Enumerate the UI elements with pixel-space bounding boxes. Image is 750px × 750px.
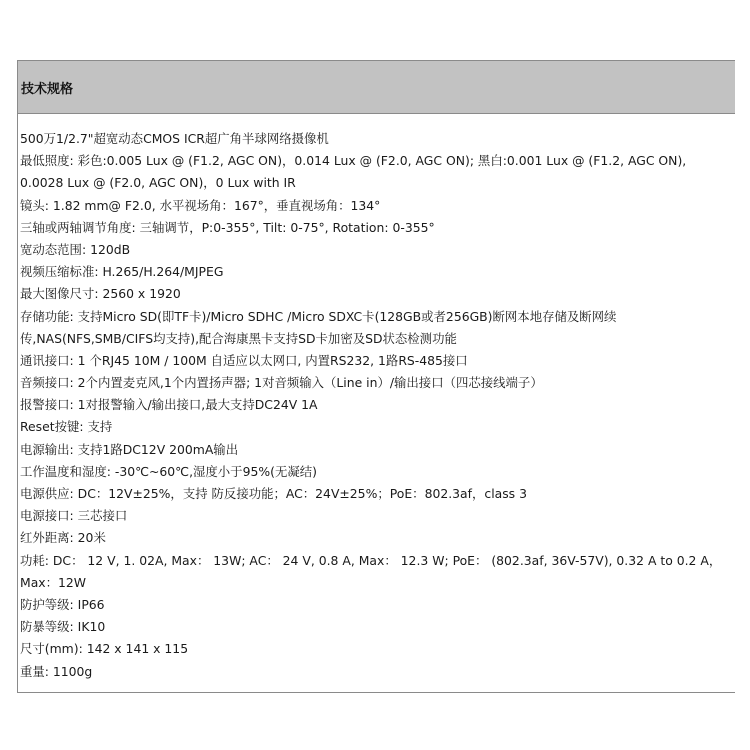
spec-line-alarm-interface: 报警接口: 1对报警输入/输出接口,最大支持DC24V 1A xyxy=(20,397,318,413)
spec-line-product: 500万1/2.7"超宽动态CMOS ICR超广角半球网络摄像机 xyxy=(20,131,329,146)
spec-line-audio-interface: 音频接口: 2个内置麦克风,1个内置扬声器; 1对音频输入（Line in）/输出接口（四芯接线端子） xyxy=(20,375,543,391)
spec-list xyxy=(18,114,735,683)
spec-line-min-illumination-cont: 0.0028 Lux @ (F2.0, AGC ON)，0 Lux with IR xyxy=(20,175,296,191)
spec-line-reset: Reset按键: 支持 xyxy=(20,419,113,435)
spec-header xyxy=(18,61,735,114)
spec-line-dimensions: 尺寸(mm): 142 x 141 x 115 xyxy=(20,641,189,657)
spec-line-operating-conditions: 工作温度和湿度: -30℃~60℃,湿度小于95%(无凝结) xyxy=(20,463,317,479)
spec-line-lens: 镜头: 1.82 mm@ F2.0, 水平视场角：167°，垂直视场角：134° xyxy=(20,197,381,213)
spec-table xyxy=(17,60,735,693)
spec-line-protection-level: 防护等级: IP66 xyxy=(20,596,105,612)
spec-line-max-resolution: 最大图像尺寸: 2560 x 1920 xyxy=(20,286,181,302)
spec-line-vandal-proof: 防暴等级: IK10 xyxy=(20,619,106,635)
spec-line-storage: 存储功能: 支持Micro SD(即TF卡)/Micro SDHC /Micro SDXC卡(128GB或者256GB)断网本地存储及断网续 xyxy=(20,308,617,324)
spec-title: 技术规格 xyxy=(21,81,74,97)
spec-line-power-supply: 电源供应: DC：12V±25%，支持 防反接功能；AC：24V±25%；PoE：802.3af，class 3 xyxy=(20,486,527,501)
spec-line-storage-cont: 传,NAS(NFS,SMB/CIFS均支持),配合海康黑卡支持SD卡加密及SD状态检测功能 xyxy=(20,330,457,346)
spec-line-weight: 重量: 1100g xyxy=(20,663,93,679)
spec-line-ir-range: 红外距离: 20米 xyxy=(20,530,106,546)
spec-line-adjustment: 三轴或两轴调节角度: 三轴调节，P:0-355°, Tilt: 0-75°, Rotation: 0-355° xyxy=(20,219,435,235)
spec-line-power-consumption: 功耗: DC： 12 V, 1. 02A, Max： 13W; AC： 24 V, 0.8 A, Max： 12.3 W; PoE： (802.3af, 36V-57V), 0.32 A to 0.2 A， xyxy=(20,552,722,568)
spec-line-power-output: 电源输出: 支持1路DC12V 200mA输出 xyxy=(20,441,239,457)
spec-line-min-illumination: 最低照度: 彩色:0.005 Lux @ (F1.2, AGC ON)，0.014 Lux @ (F2.0, AGC ON); 黑白:0.001 Lux @ (F1.2, AGC ON), xyxy=(20,153,687,169)
spec-line-power-consumption-cont: Max：12W xyxy=(20,574,87,590)
spec-line-compression: 视频压缩标准: H.265/H.264/MJPEG xyxy=(20,264,224,280)
spec-line-power-interface: 电源接口: 三芯接口 xyxy=(20,508,128,524)
spec-line-wdr: 宽动态范围: 120dB xyxy=(20,241,131,257)
spec-line-network-interface: 通讯接口: 1 个RJ45 10M / 100M 自适应以太网口, 内置RS232, 1路RS-485接口 xyxy=(20,352,468,368)
